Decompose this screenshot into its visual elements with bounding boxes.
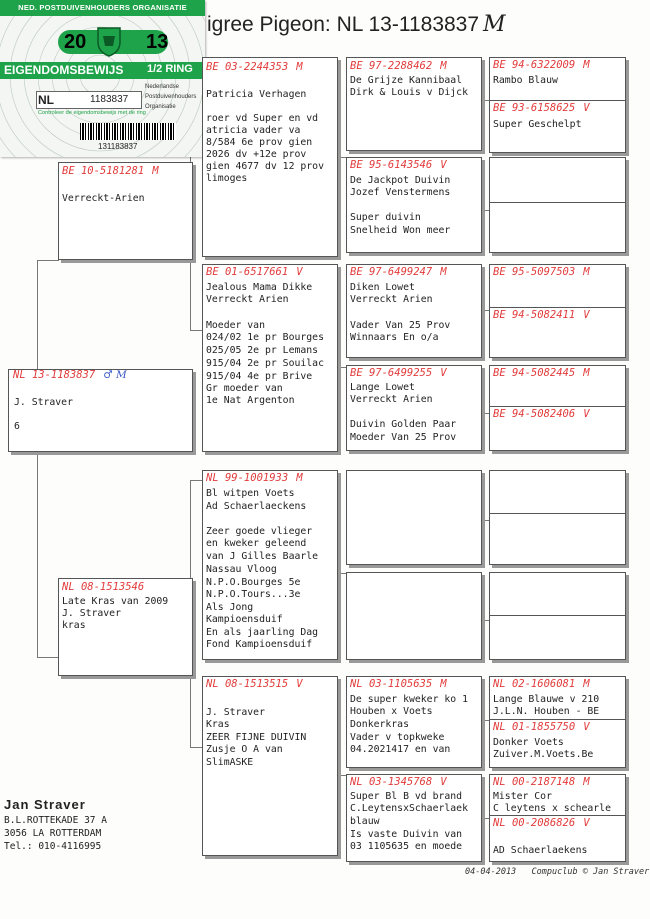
footer-credit (465, 867, 649, 877)
fff-line: De Grijze Kannibaal (350, 75, 463, 86)
mm-line: J. Straver (206, 707, 265, 718)
mmm-line: Is vaste Duivin van (350, 829, 463, 840)
ffm-ring: BE 95-6143546 V (350, 159, 447, 171)
subject-box (8, 369, 193, 452)
ff-box (202, 57, 338, 257)
fm-line: 024/02 1e pr Bourges (206, 332, 324, 343)
gen4-box (489, 774, 626, 862)
subject-ring: NL 13-1183837 ♂ M (13, 369, 127, 381)
mm-box (202, 676, 338, 856)
mmf-line: Donkerkras (350, 719, 409, 730)
fmm-line: Lange Lowet (350, 382, 415, 393)
mf-box (202, 470, 338, 660)
mmm-box (346, 774, 482, 862)
mmf-line: Houben x Voets (350, 706, 433, 717)
gen4-ring: BE 95-5097503 M (493, 266, 590, 278)
mf-line: Bl witpen Voets (206, 488, 295, 499)
ffm-box (346, 157, 482, 253)
subject-line: 6 (14, 421, 20, 432)
card-doc-title: EIGENDOMSBEWIJS (4, 63, 124, 77)
gen4-box (489, 676, 626, 768)
fmm-line: Moeder Van 25 Prov (350, 432, 457, 443)
gen4-box (489, 57, 626, 153)
owner-phone: Tel.: 010-4116995 (4, 841, 102, 852)
gen4-ring: BE 94-6322009 M (493, 59, 590, 71)
owner-block (4, 797, 107, 853)
card-small-text: Controleer de eigendomsbewijs met de ring (38, 110, 146, 116)
subject-line: J. Straver (14, 397, 73, 408)
footer-credit-text: Compuclub © Jan Straver (531, 867, 650, 877)
mff-box (346, 470, 482, 565)
mf-line: Nassau Vloog (206, 564, 277, 575)
gen4-box (489, 157, 626, 253)
fmf-line: Winnaars En o/a (350, 332, 439, 343)
card-ring-no: 1183837 (90, 94, 129, 105)
mmf-box (346, 676, 482, 768)
ffm-line: Super duivin (350, 212, 421, 223)
mf-line: van J Gilles Baarle (206, 551, 319, 562)
fmf-line: Diken Lowet (350, 282, 415, 293)
mf-line: Als Jong (206, 602, 254, 613)
card-barcode-no: 131183837 (98, 142, 138, 151)
title-hand-sex: M (483, 12, 506, 37)
gen4-line: Super Geschelpt (493, 119, 582, 130)
ff-line: limoges (206, 173, 248, 184)
fmf-line: Verreckt Arien (350, 294, 433, 305)
ffm-line: Jozef Venstermens (350, 187, 451, 198)
mmm-line: blauw (350, 816, 380, 827)
fff-ring: BE 97-2288462 M (350, 60, 447, 72)
owner-address: B.L.ROTTEKADE 37 A (4, 815, 107, 826)
mm-line: Kras (206, 719, 230, 730)
ffm-line: De Jackpot Duivin (350, 175, 451, 186)
mfm-box (346, 572, 482, 660)
fff-box (346, 57, 482, 151)
fm-line: Jealous Mama Dikke (206, 282, 313, 293)
card-org: NED. POSTDUIVENHOUDERS ORGANISATIE (0, 0, 205, 16)
gen4-line: AD Schaerlaekens (493, 845, 588, 856)
owner-city: 3056 LA ROTTERDAM (4, 828, 102, 839)
mf-ring: NL 99-1001933 M (206, 472, 303, 484)
gen4-ring: NL 02-1606081 M (493, 678, 590, 690)
mmm-line: C.LeytensxSchaerlaek (350, 803, 468, 814)
card-doc-sub: 1/2 RING (147, 63, 193, 75)
fmf-line: Vader Van 25 Prov (350, 320, 451, 331)
fm-line: 915/04 2e pr Souilac (206, 358, 324, 369)
fm-line: 915/04 4e pr Brive (206, 371, 313, 382)
ff-line: 8/584 6e prov gien (206, 137, 313, 148)
ff-line: 2026 dv +12e prov (206, 149, 307, 160)
mf-line: En als jaarling Dag (206, 627, 319, 638)
ownership-card (0, 0, 205, 157)
gen4-line: C leytens x schearle (493, 803, 611, 814)
fmf-ring: BE 97-6499247 M (350, 266, 447, 278)
ff-line: gien 4677 dv 12 prov (206, 161, 324, 172)
gen4-line: Zuiver.M.Voets.Be (493, 749, 594, 760)
mf-line: N.P.O.Tours...3e (206, 589, 301, 600)
fm-line: Verreckt Arien (206, 294, 289, 305)
gen4-line: Mister Cor (493, 791, 552, 802)
gen4-line: J.L.N. Houben - BE (493, 706, 600, 717)
card-year-right: 13 (146, 31, 169, 53)
fm-line: Gr moeder van (206, 383, 283, 394)
ff-line: roer vd Super en vd (206, 113, 319, 124)
mother-box (58, 578, 193, 676)
gen4-box (489, 470, 626, 565)
fm-box (202, 264, 338, 452)
mm-line: SlimASKE (206, 757, 254, 768)
fmm-line: Verreckt Arien (350, 394, 433, 405)
mmf-line: 04.2021417 en van (350, 744, 451, 755)
card-country: NL (38, 93, 54, 107)
mother-line: J. Straver (62, 608, 121, 619)
father-ring: BE 10-5181281 M (62, 165, 159, 177)
father-box (58, 162, 193, 260)
mmf-ring: NL 03-1105635 M (350, 678, 447, 690)
fmm-line: Duivin Golden Paar (350, 419, 457, 430)
mm-line: Zusje O A van (206, 744, 283, 755)
mf-line: Zeer goede vlieger (206, 526, 313, 537)
gen4-line: Donker Voets (493, 737, 564, 748)
mmf-line: Vader v topkweke (350, 732, 445, 743)
mf-line: Fond Kampioensduif (206, 639, 313, 650)
mother-line: kras (62, 620, 86, 631)
card-side-text: Nederlandse Postduivenhouders Organisatie (145, 84, 197, 110)
gen4-ring: NL 00-2187148 M (493, 776, 590, 788)
mmm-ring: NL 03-1345768 V (350, 776, 447, 788)
fm-line: 025/05 2e pr Lemans (206, 345, 319, 356)
fm-ring: BE 01-6517661 V (206, 266, 303, 278)
ff-line: Patricia Verhagen (206, 89, 307, 100)
footer-date: 04-04-2013 (465, 867, 517, 877)
card-year-left: 20 (64, 31, 87, 53)
mm-ring: NL 08-1513515 V (206, 678, 303, 690)
fmm-ring: BE 97-6499255 V (350, 367, 447, 379)
mother-line: Late Kras van 2009 (62, 596, 169, 607)
pedigree-title (207, 12, 506, 37)
mf-line: Ad Schaerlaeckens (206, 501, 307, 512)
fmf-box (346, 264, 482, 358)
gen4-box (489, 264, 626, 358)
gen4-ring: BE 94-5082406 V (493, 408, 590, 420)
fm-line: 1e Nat Argenton (206, 395, 295, 406)
mmf-line: De super kweker ko 1 (350, 694, 468, 705)
fmm-box (346, 365, 482, 451)
gen4-line: Lange Blauwe v 210 (493, 694, 600, 705)
gen4-ring: NL 01-1855750 V (493, 721, 590, 733)
mf-line: en kweker geleend (206, 538, 307, 549)
gen4-ring: BE 94-5082411 V (493, 309, 590, 321)
gen4-ring: NL 00-2086826 V (493, 817, 590, 829)
father-line: Verreckt-Arien (62, 193, 145, 204)
mother-ring: NL 08-1513546 (62, 581, 145, 593)
barcode (80, 123, 176, 140)
ffm-line: Snelheid Won meer (350, 225, 451, 236)
mf-line: Kampioensduif (206, 614, 283, 625)
owner-name: Jan Straver (4, 797, 86, 812)
lion-emblem-icon (92, 24, 126, 58)
ff-ring: BE 03-2244353 M (206, 61, 303, 73)
fff-line: Dirk & Louis v Dijck (350, 87, 468, 98)
gen4-box (489, 365, 626, 451)
mmm-line: Super Bl B vd brand (350, 791, 463, 802)
gen4-box (489, 572, 626, 660)
mm-line: ZEER FIJNE DUIVIN (206, 732, 307, 743)
ff-line: atricia vader va (206, 125, 301, 136)
gen4-line: Rambo Blauw (493, 75, 558, 86)
gen4-ring: BE 94-5082445 M (493, 367, 590, 379)
title-text: igree Pigeon: NL 13-1183837 (207, 13, 480, 36)
mmm-line: 03 1105635 en moede (350, 841, 463, 852)
gen4-ring: BE 93-6158625 V (493, 102, 590, 114)
fm-line: Moeder van (206, 320, 265, 331)
mf-line: N.P.O.Bourges 5e (206, 577, 301, 588)
